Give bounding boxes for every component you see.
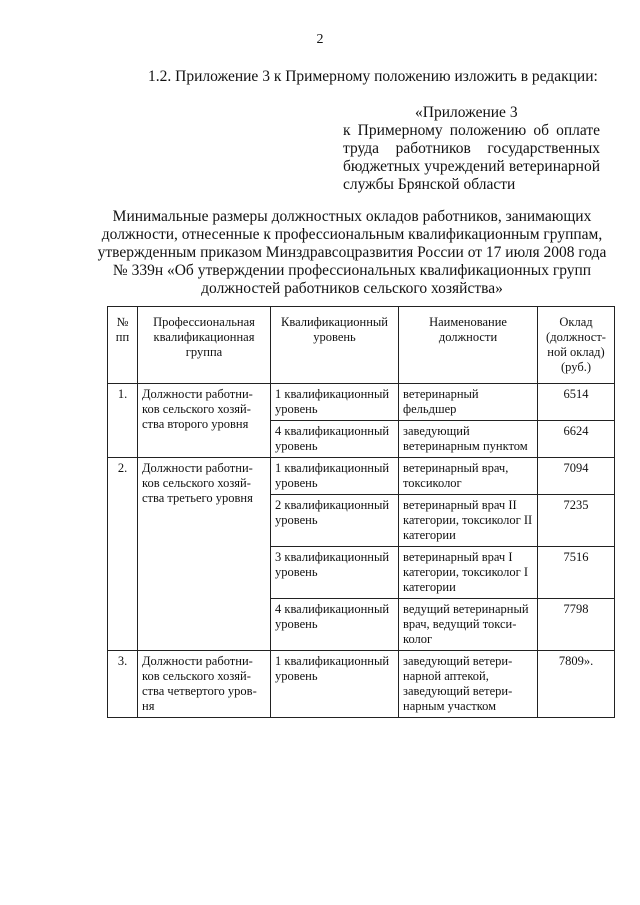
position-name: ветеринарный врач, токсиколог bbox=[399, 458, 538, 495]
group-name: Должности работни-ков сельского хозяй-ства третьего уровня bbox=[138, 458, 271, 651]
header-num: № пп bbox=[108, 307, 138, 384]
qualification-level: 1 квалификационный уровень bbox=[271, 651, 399, 718]
group-number: 1. bbox=[108, 384, 138, 458]
salary-value: 6624 bbox=[538, 421, 615, 458]
position-name: заведующий ветери-нарной аптекой, заведующий ветери-нарным участком bbox=[399, 651, 538, 718]
position-name: ветеринарный фельдшер bbox=[399, 384, 538, 421]
header-level: Квалификационный уровень bbox=[271, 307, 399, 384]
intro-line: 1.2. Приложение 3 к Примерному положению изложить в редакции: bbox=[148, 68, 598, 85]
appendix-reference bbox=[343, 104, 600, 194]
qualification-level: 3 квалификационный уровень bbox=[271, 547, 399, 599]
group-number: 3. bbox=[108, 651, 138, 718]
appendix-body: к Примерному положению об оплате труда работников государственных бюджетных учреждений ветеринарной службы Брянской области bbox=[343, 122, 600, 193]
qualification-level: 1 квалификационный уровень bbox=[271, 384, 399, 421]
table-row bbox=[108, 384, 615, 421]
position-name: ветеринарный врач II категории, токсиколог II категории bbox=[399, 495, 538, 547]
header-salary: Оклад (должност-ной оклад) (руб.) bbox=[538, 307, 615, 384]
header-position: Наименование должности bbox=[399, 307, 538, 384]
appendix-title: «Приложение 3 bbox=[415, 104, 518, 121]
header-group: Профессиональная квалификационная группа bbox=[138, 307, 271, 384]
qualification-level: 2 квалификационный уровень bbox=[271, 495, 399, 547]
group-name: Должности работни-ков сельского хозяй-ства второго уровня bbox=[138, 384, 271, 458]
qualification-level: 1 квалификационный уровень bbox=[271, 458, 399, 495]
position-name: ветеринарный врач I категории, токсиколог I категории bbox=[399, 547, 538, 599]
group-number: 2. bbox=[108, 458, 138, 651]
qualification-level: 4 квалификационный уровень bbox=[271, 599, 399, 651]
table-row bbox=[108, 651, 615, 718]
position-name: ведущий ветеринарный врач, ведущий токси-колог bbox=[399, 599, 538, 651]
qualification-level: 4 квалификационный уровень bbox=[271, 421, 399, 458]
salary-value: 7235 bbox=[538, 495, 615, 547]
page-number: 2 bbox=[316, 32, 324, 47]
table-header-row bbox=[108, 307, 615, 384]
document-heading: Минимальные размеры должностных окладов работников, занимающих должности, отнесенные к профессиональным квалификационным группам, утвержденным приказом Минздравсоцразвития России от 17 июля 2008 года № 339н «Об утверждении профессиональных квалификационных групп должностей работников сельского хозяйства» bbox=[97, 208, 607, 297]
position-name: заведующий ветеринарным пунктом bbox=[399, 421, 538, 458]
salary-table bbox=[107, 306, 615, 718]
salary-value: 6514 bbox=[538, 384, 615, 421]
salary-value: 7798 bbox=[538, 599, 615, 651]
table-row bbox=[108, 458, 615, 495]
salary-value: 7094 bbox=[538, 458, 615, 495]
salary-value: 7809». bbox=[538, 651, 615, 718]
group-name: Должности работни-ков сельского хозяй-ства четвертого уров-ня bbox=[138, 651, 271, 718]
salary-value: 7516 bbox=[538, 547, 615, 599]
